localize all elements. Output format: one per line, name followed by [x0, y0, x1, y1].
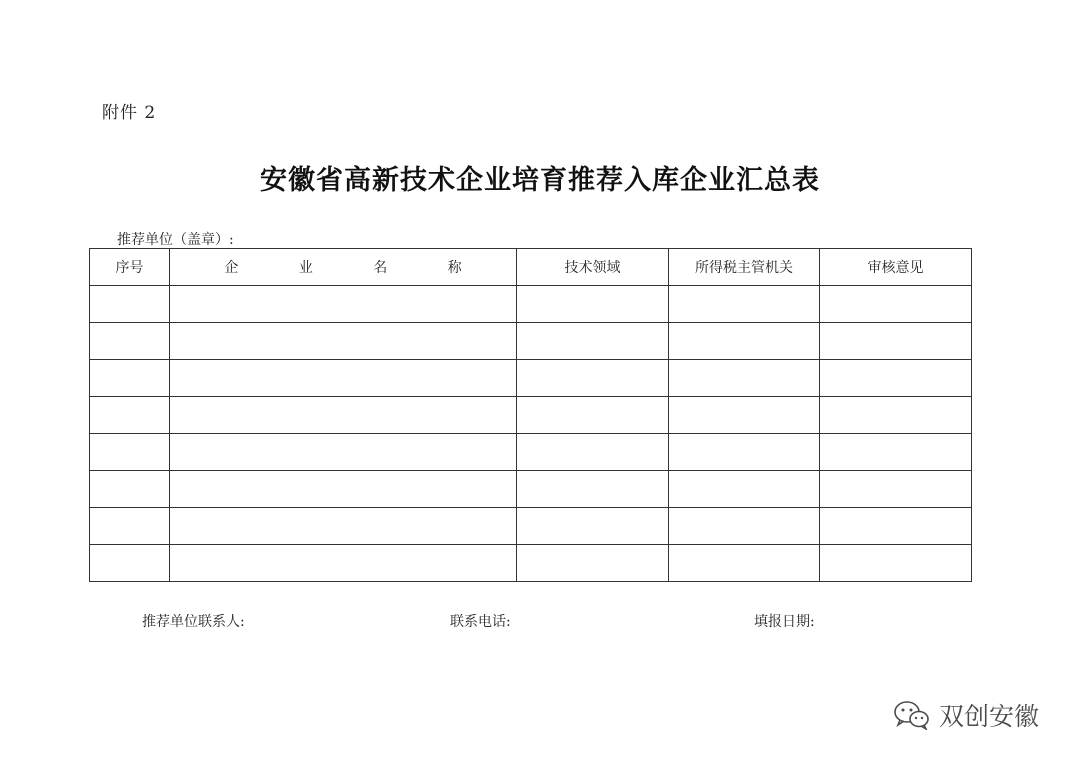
tax-authority-cell [669, 508, 820, 545]
tax-authority-cell [669, 434, 820, 471]
serial-number-cell [90, 360, 170, 397]
company-name-cell [170, 286, 517, 323]
phone-label: 联系电话: [450, 614, 511, 630]
tax-authority-cell [669, 323, 820, 360]
attachment-label: 附件 2 [102, 103, 157, 123]
company-name-cell [170, 508, 517, 545]
header-tax-authority: 所得税主管机关 [669, 249, 820, 286]
table-header-row [90, 249, 972, 286]
company-name-cell [170, 323, 517, 360]
review-opinion-cell [820, 471, 972, 508]
fill-date-label: 填报日期: [754, 614, 815, 630]
tech-field-cell [517, 397, 669, 434]
company-name-cell [170, 360, 517, 397]
table-row [90, 545, 972, 582]
header-review-opinion: 审核意见 [820, 249, 972, 286]
review-opinion-cell [820, 508, 972, 545]
serial-number-cell [90, 397, 170, 434]
contact-person-label: 推荐单位联系人: [142, 614, 245, 630]
serial-number-cell [90, 471, 170, 508]
tech-field-cell [517, 286, 669, 323]
serial-number-cell [90, 434, 170, 471]
header-serial-number: 序号 [90, 249, 170, 286]
table-row [90, 397, 972, 434]
table-row [90, 286, 972, 323]
company-name-cell [170, 471, 517, 508]
tax-authority-cell [669, 471, 820, 508]
tax-authority-cell [669, 545, 820, 582]
table-row [90, 323, 972, 360]
tech-field-cell [517, 545, 669, 582]
review-opinion-cell [820, 286, 972, 323]
company-name-cell [170, 434, 517, 471]
tax-authority-cell [669, 397, 820, 434]
tech-field-cell [517, 508, 669, 545]
document-title: 安徽省高新技术企业培育推荐入库企业汇总表 [260, 165, 820, 196]
table-row [90, 508, 972, 545]
serial-number-cell [90, 508, 170, 545]
review-opinion-cell [820, 397, 972, 434]
serial-number-cell [90, 545, 170, 582]
serial-number-cell [90, 286, 170, 323]
serial-number-cell [90, 323, 170, 360]
tax-authority-cell [669, 286, 820, 323]
wechat-icon [893, 700, 931, 730]
recommender-label: 推荐单位（盖章）: [117, 232, 234, 248]
tech-field-cell [517, 434, 669, 471]
review-opinion-cell [820, 434, 972, 471]
tech-field-cell [517, 323, 669, 360]
watermark [893, 697, 1039, 733]
company-name-cell [170, 545, 517, 582]
company-name-cell [170, 397, 517, 434]
table-row [90, 434, 972, 471]
summary-table [89, 248, 972, 582]
review-opinion-cell [820, 545, 972, 582]
header-company-name: 企 业 名 称 [170, 249, 517, 286]
tech-field-cell [517, 471, 669, 508]
tax-authority-cell [669, 360, 820, 397]
watermark-text: 双创安徽 [939, 702, 1040, 731]
table-row [90, 471, 972, 508]
table-row [90, 360, 972, 397]
tech-field-cell [517, 360, 669, 397]
header-tech-field: 技术领域 [517, 249, 669, 286]
review-opinion-cell [820, 360, 972, 397]
review-opinion-cell [820, 323, 972, 360]
